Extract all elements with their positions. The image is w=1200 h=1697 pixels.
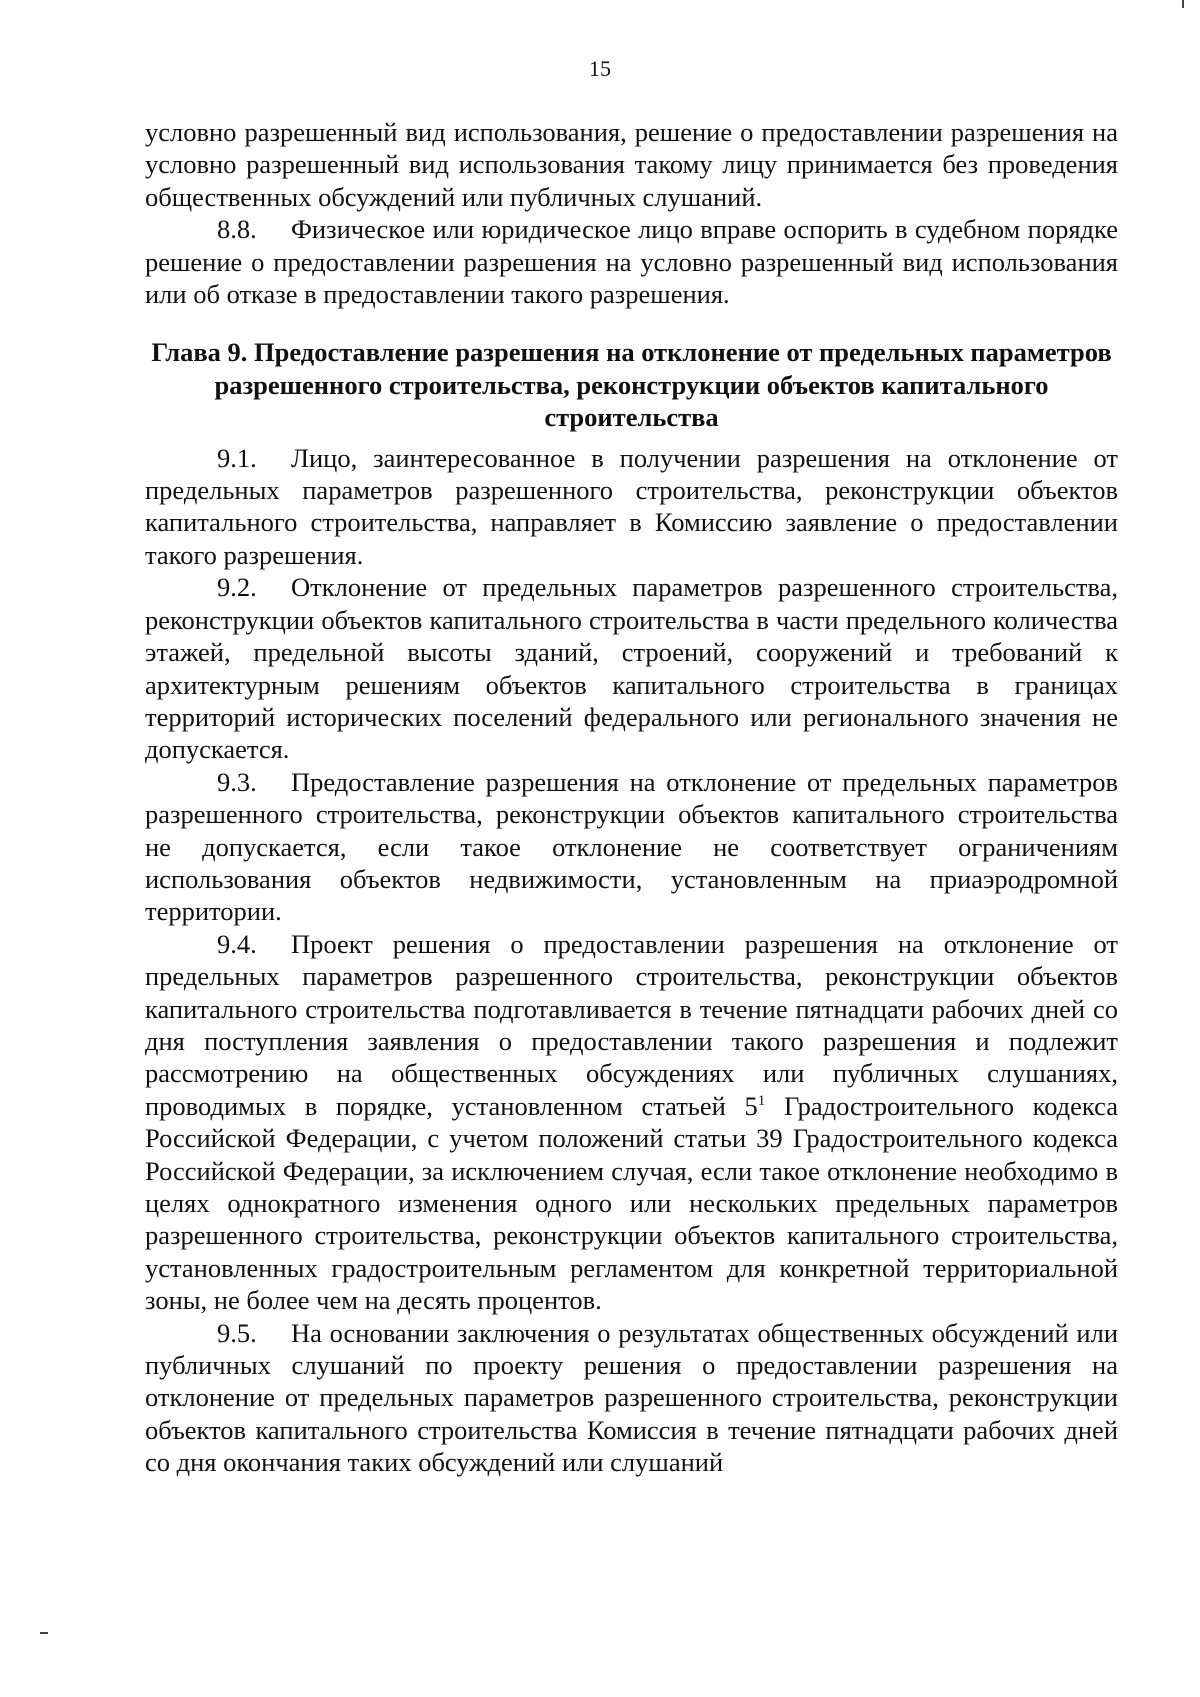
- paragraph-text-part-a: Проект решения о предоставлении разрешения на отклонение от предельных параметров разрешенного строительства, реконструкции объектов капитального строительства подготавливается в течение пятнадцати рабочих дней со дня поступления заявления о предоставлении такого разрешения и подлежит рассмотрению на общественных обсуждениях или публичных слушаниях, проводимых в порядке, установленном статьей 5: [145, 928, 1118, 1121]
- paragraph-continuation: условно разрешенный вид использования, решение о предоставлении разрешения на условно разрешенный вид использования такому лицу принимается без проведения общественных обсуждений или публичных слушаний.: [145, 117, 1118, 212]
- paragraph-9-1: [145, 442, 1118, 572]
- paragraph-number: 8.8.: [217, 214, 257, 245]
- paragraph-text: На основании заключения о результатах общественных обсуждений или публичных слушаний по проекту решения о предоставлении разрешения на отклонение от предельных параметров разрешенного строительства, реконструкции объектов капитального строительства Комиссия в течение пятнадцати рабочих дней со дня окончания таких обсуждений или слушаний: [145, 1317, 1118, 1478]
- paragraph-9-5: [145, 1317, 1118, 1479]
- scan-mark-top-right: [1182, 0, 1184, 8]
- scan-mark-left: [40, 1632, 48, 1634]
- paragraph-8-8: [145, 213, 1118, 310]
- paragraph-number: 9.1.: [217, 442, 257, 473]
- paragraph-number: 9.4.: [217, 928, 257, 959]
- paragraph-9-4: [145, 928, 1118, 1317]
- paragraph-9-3: [145, 766, 1118, 928]
- paragraph-text-part-b: Градостроительного кодекса Российской Федерации, с учетом положений статьи 39 Градостроительного кодекса Российской Федерации, за исключением случая, если такое отклонение необходимо в целях однократного изменения одного или нескольких предельных параметров разрешенного строительства, реконструкции объектов капитального строительства, установленных градостроительным регламентом для конкретной территориальной зоны, не более чем на десять процентов.: [145, 1090, 1118, 1316]
- paragraph-text: Предоставление разрешения на отклонение от предельных параметров разрешенного строительства, реконструкции объектов капитального строительства не допускается, если такое отклонение не соответствует ограничениям использования объектов недвижимости, установленным на приаэродромной территории.: [145, 766, 1118, 927]
- document-body: [145, 116, 1118, 1479]
- paragraph-text: Лицо, заинтересованное в получении разрешения на отклонение от предельных параметров разрешенного строительства, реконструкции объектов капитального строительства, направляет в Комиссию заявление о предоставлении такого разрешения.: [145, 442, 1118, 570]
- superscript-index: 1: [757, 1092, 766, 1109]
- paragraph-number: 9.5.: [217, 1317, 257, 1348]
- paragraph-number: 9.2.: [217, 572, 257, 603]
- paragraph-text: Отклонение от предельных параметров разрешенного строительства, реконструкции объектов капитального строительства в части предельного количества этажей, предельной высоты зданий, строений, сооружений и требований к архитектурным решениям объектов капитального строительства в границах территорий исторических поселений федерального или регионального значения не допускается.: [145, 572, 1118, 765]
- paragraph-number: 9.3.: [217, 766, 257, 797]
- chapter-9-heading: Глава 9. Предоставление разрешения на отклонение от предельных параметров разрешенного строительства, реконструкции объектов капитального строительства: [151, 337, 1112, 433]
- paragraph-9-2: [145, 571, 1118, 765]
- paragraph-text: Физическое или юридическое лицо вправе оспорить в судебном порядке решение о предоставлении разрешения на условно разрешенный вид использования или об отказе в предоставлении такого разрешения.: [145, 214, 1118, 310]
- page-number: 15: [589, 56, 611, 81]
